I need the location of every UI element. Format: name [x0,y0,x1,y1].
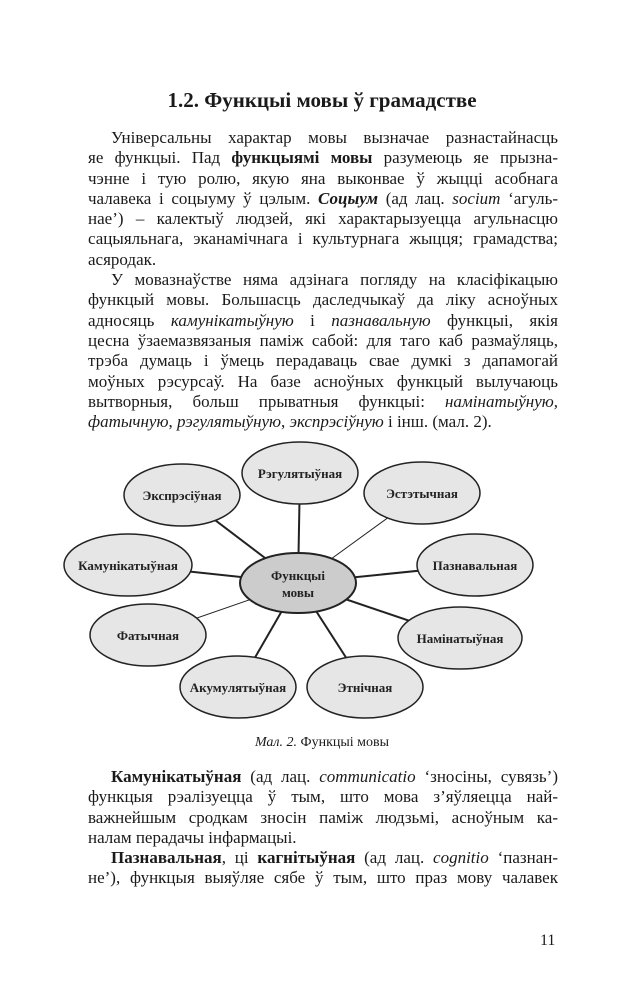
function-node-label: Этнічная [337,680,393,695]
text-block-top [88,128,558,432]
emphasis-text: cognitio [433,848,489,868]
function-node-label: Фатычная [116,628,180,643]
text-run: моўных рэсурсаў. На базе асноўных функцый вылучаюць [88,371,558,391]
center-node-label: мовы [281,585,315,600]
text-run: , [168,412,177,432]
text-run: сацыяльнага, эканамічнага і культурнага жыцця; грамадства; [88,229,558,249]
text-run: чэнне і тую ролю, якую яна выконвае ў жыцці асобнага [88,168,558,188]
text-run: не’), функцыя выяўляе сябе ў тым, што праз мову чалавек [88,868,558,888]
text-run: адносяць [88,310,171,330]
text-line [88,808,558,828]
emphasis-text: Пазнавальная [111,848,222,868]
function-node-label: Намінатыўная [416,631,504,646]
text-line [88,351,558,371]
text-line [88,169,558,189]
text-line [88,290,558,310]
text-run: , [281,412,290,432]
text-run: (ад лац. [241,767,320,786]
center-node-ellipse [240,553,356,613]
function-node-label: Акумулятыўная [189,680,287,695]
text-run: яе функцыі. Пад [88,148,232,168]
emphasis-text: Камунікатыўная [111,767,242,786]
text-line [88,767,558,787]
text-run: , ці [221,848,258,868]
text-line [88,250,558,270]
text-run: (ад лац. [355,848,434,868]
text-run: ‘пазнан- [488,848,558,868]
text-line [88,270,558,290]
text-run: (ад лац. [378,188,453,208]
function-node-label: Рэгулятыўная [257,466,343,481]
text-line [88,828,558,848]
function-node-label: Камунікатыўная [78,558,178,573]
text-run: чалавека і соцыуму ў цэлым. [88,188,319,208]
section-heading: 1.2. Функцыі мовы ў грамадстве [167,88,477,112]
text-run: нае’) – калектыў людзей, якi характарызуецца агульнасцю [88,209,558,229]
text-run: налам перадачы інфармацыі. [88,827,297,847]
emphasis-text: функцыямі мовы [231,148,373,168]
caption-label: Мал. 2. [254,735,298,750]
emphasis-text: пазнавальную [331,310,431,330]
functions-diagram [0,440,644,730]
caption-text: Функцыі мовы [297,735,390,750]
text-line [88,331,558,351]
emphasis-text: камунікатыўную [170,310,294,330]
emphasis-text: Соцыум [318,188,379,208]
text-run: цесна ўзаемазвязаныя паміж сабой: для таго каб размаўляць, [88,330,558,350]
emphasis-text: экспрэсіўную [289,412,384,432]
text-run: функцыя рэалізуецца ў тым, што мова з’яўляецца най- [88,787,558,807]
text-run: і інш. (мал. 2). [383,412,492,432]
text-run: трэба думаць і ўмець перадаваць свае думкі з дапамогай [88,351,558,371]
text-run: разумеюць яе прызна- [372,148,559,168]
text-run: і [293,310,332,330]
text-line [88,787,558,807]
emphasis-text: communicatio [319,767,416,786]
text-line [88,209,558,229]
emphasis-text: кагнітыўная [257,848,356,868]
text-run: ‘агуль- [500,188,558,208]
text-line [88,148,558,168]
page-number: 11 [540,932,556,949]
text-run: важнейшым сродкам зносін паміж людзьмі, асноўным ка- [88,807,558,827]
text-line [88,372,558,392]
text-line [88,229,558,249]
function-node-label: Пазнавальная [432,558,518,573]
function-node-label: Эстэтычная [386,486,458,501]
text-line [88,392,558,412]
text-run: функцыі, якія [430,310,558,330]
text-run: асяродак. [88,249,157,269]
text-line [88,128,558,148]
emphasis-text: рэгулятыўную [176,412,282,432]
text-line [88,189,558,209]
text-run: функцый мовы. Большасць даследчыкаў да ліку асноўных [88,290,558,310]
text-run: ‘зносіны, сувязь’) [415,767,559,786]
text-line [88,311,558,331]
text-run: Універсальны характар мовы вызначае разнастайнасць [111,128,558,147]
text-line [88,848,558,868]
emphasis-text: намінатыўную, [445,391,558,411]
text-block-bottom [88,767,558,889]
emphasis-text: socium [452,188,501,208]
figure-caption [0,735,644,751]
emphasis-text: фатычную [88,412,169,432]
text-run: вытворныя, больш прыватныя функцыі: [88,391,445,411]
text-line [88,412,558,432]
function-node-label: Экспрэсіўная [142,488,222,503]
text-line [88,868,558,888]
text-run: У мовазнаўстве няма адзінага погляду на класіфікацыю [111,270,558,290]
center-node-label: Функцыі [271,568,325,583]
